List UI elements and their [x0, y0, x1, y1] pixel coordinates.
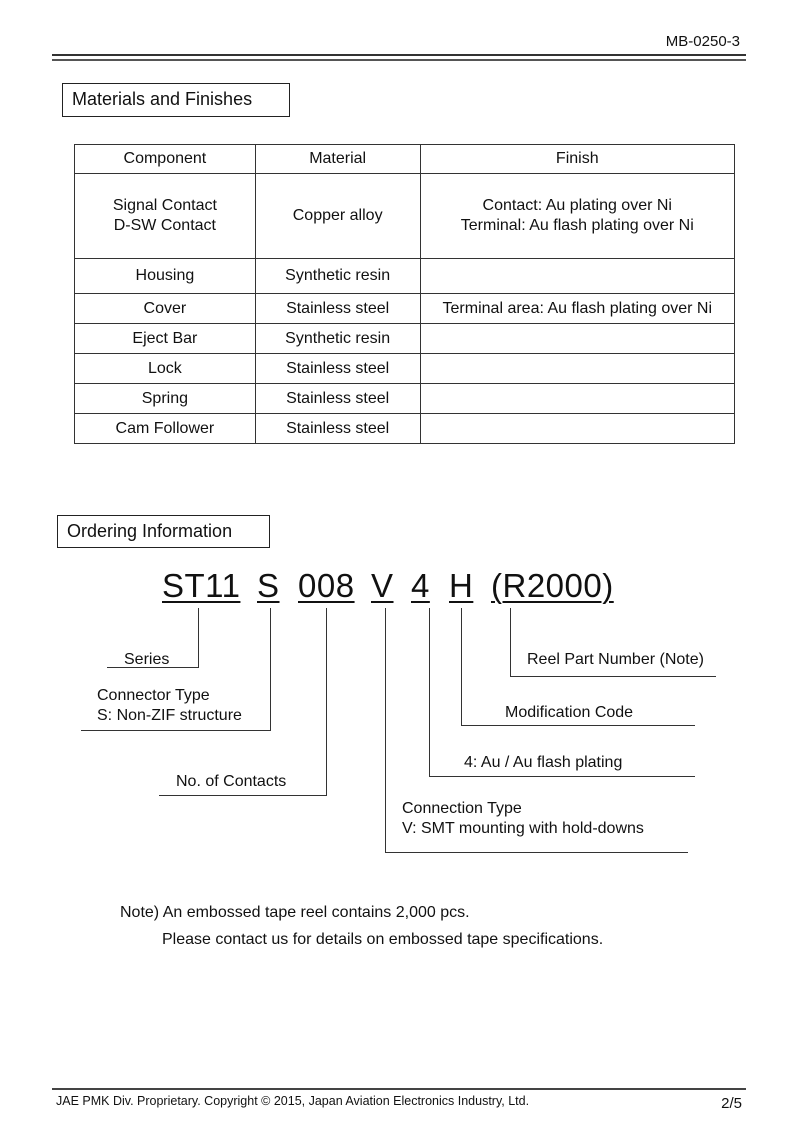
page-number: 2/5: [721, 1095, 742, 1112]
finish-cell: [420, 384, 734, 414]
finish-cell: [420, 354, 734, 384]
connector-type-label: Connector Type S: Non-ZIF structure: [97, 687, 242, 724]
leader-line-plating-base: [429, 776, 695, 777]
column-header-component: Component: [75, 145, 256, 174]
component-cell: Housing: [75, 259, 256, 294]
finish-cell: Contact: Au plating over Ni Terminal: Au flash plating over Ni: [420, 174, 734, 259]
leader-line-connector-type: [270, 608, 271, 731]
column-header-material: Material: [255, 145, 420, 174]
plating-label: 4: Au / Au flash plating: [464, 754, 623, 771]
leader-line-connector-type-base: [81, 730, 271, 731]
leader-line-connection-type: [385, 608, 386, 852]
leader-line-contacts-base: [159, 795, 327, 796]
modification-label: Modification Code: [505, 704, 634, 721]
document-number: MB-0250-3: [665, 33, 740, 50]
ordering-section-title: Ordering Information: [57, 515, 270, 548]
column-header-finish: Finish: [420, 145, 734, 174]
material-cell: Stainless steel: [255, 354, 420, 384]
materials-table: [74, 144, 735, 444]
part-segment-reel: (R2000): [491, 567, 614, 604]
part-segment-contacts: 008: [298, 567, 355, 604]
material-cell: Synthetic resin: [255, 259, 420, 294]
connection-type-label: Connection Type V: SMT mounting with hold-downs: [402, 800, 644, 837]
table-row: [75, 354, 735, 384]
note-line-1: Note) An embossed tape reel contains 2,000 pcs.: [120, 904, 470, 921]
table-row: [75, 294, 735, 324]
footer-copyright: JAE PMK Div. Proprietary. Copyright © 2015, Japan Aviation Electronics Industry, Ltd.: [56, 1094, 530, 1108]
part-segment-connector-type: S: [257, 567, 280, 604]
material-cell: Synthetic resin: [255, 324, 420, 354]
series-label: Series: [124, 651, 170, 668]
component-cell: Cover: [75, 294, 256, 324]
finish-cell: [420, 259, 734, 294]
leader-line-contacts: [326, 608, 327, 795]
reel-label: Reel Part Number (Note): [527, 651, 704, 668]
footer-rule: [52, 1088, 746, 1090]
leader-line-modification-base: [461, 725, 695, 726]
part-segment-plating: 4: [411, 567, 430, 604]
leader-line-series: [198, 608, 199, 667]
material-cell: Copper alloy: [255, 174, 420, 259]
component-cell: Signal Contact D-SW Contact: [75, 174, 256, 259]
leader-line-plating: [429, 608, 430, 776]
table-row: [75, 174, 735, 259]
table-row: [75, 414, 735, 444]
component-cell: Eject Bar: [75, 324, 256, 354]
material-cell: Stainless steel: [255, 384, 420, 414]
table-row: [75, 259, 735, 294]
leader-line-reel-base: [510, 676, 716, 677]
finish-cell: [420, 324, 734, 354]
leader-line-connection-type-base: [385, 852, 688, 853]
table-row: [75, 324, 735, 354]
component-cell: Lock: [75, 354, 256, 384]
note-line-2: Please contact us for details on embossed tape specifications.: [162, 931, 604, 948]
component-cell: Spring: [75, 384, 256, 414]
table-row: [75, 384, 735, 414]
finish-cell: [420, 414, 734, 444]
part-segment-series: ST11: [162, 567, 241, 604]
material-cell: Stainless steel: [255, 294, 420, 324]
component-cell: Cam Follower: [75, 414, 256, 444]
leader-line-modification: [461, 608, 462, 725]
part-segment-connection-type: V: [371, 567, 394, 604]
material-cell: Stainless steel: [255, 414, 420, 444]
materials-section-title: Materials and Finishes: [62, 83, 290, 117]
part-segment-modification: H: [449, 567, 474, 604]
contacts-label: No. of Contacts: [176, 773, 287, 790]
header-rule-bottom: [52, 59, 746, 61]
finish-cell: Terminal area: Au flash plating over Ni: [420, 294, 734, 324]
header-rule-top: [52, 54, 746, 56]
leader-line-reel: [510, 608, 511, 676]
